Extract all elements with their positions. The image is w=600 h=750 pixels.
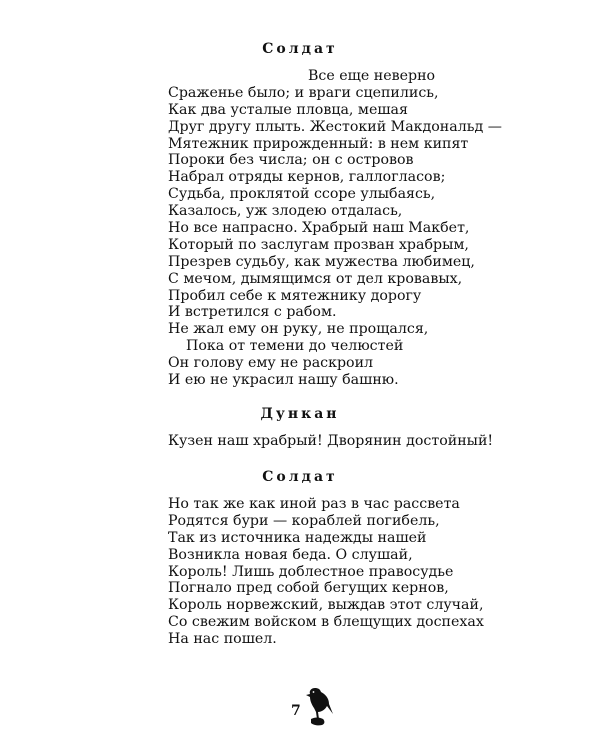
verse-line: Не жал ему он руку, не прощался, (168, 321, 429, 338)
speaker-name: Дункан (260, 406, 340, 422)
speech-block (168, 433, 588, 450)
verse-line: Казалось, уж злодею отдалась, (168, 203, 403, 220)
verse-line: Судьба, проклятой ссоре улыбаясь, (168, 186, 436, 203)
speech-block (168, 68, 588, 389)
verse-line: Король норвежский, выждав этот случай, (168, 597, 484, 614)
verse-line: Он голову ему не раскроил (168, 355, 374, 372)
verse-line: Который по заслугам прозван храбрым, (168, 236, 469, 253)
verse-line: Презрев судьбу, как мужества любимец, (168, 253, 475, 270)
verse-line: Но так же как иной раз в час рассвета (168, 496, 460, 512)
verse-line: Мятежник прирожденный: в нем кипят (168, 135, 469, 152)
verse-line: Пока от темени до челюстей (186, 338, 404, 355)
verse-line: И встретился с рабом. (168, 304, 337, 321)
verse-line: Со свежим войском в блещущих доспехах (168, 614, 484, 631)
verse-line: Возникла новая беда. О слушай, (168, 546, 413, 563)
verse-line: Погнало пред собой бегущих кернов, (168, 580, 449, 597)
page-number: 7 (291, 703, 301, 719)
verse-line: Так из источника надежды нашей (168, 529, 427, 546)
verse-line: Но все напрасно. Храбрый наш Макбет, (168, 220, 470, 237)
verse-line: Пороки без числа; он с островов (168, 152, 414, 169)
verse-line: Родятся бури — кораблей погибель, (168, 512, 440, 529)
verse-line: Пробил себе к мятежнику дорогу (168, 287, 422, 304)
verse-line: Набрал отряды кернов, галлогласов; (168, 169, 446, 186)
verse-line: Как два усталые пловца, мешая (168, 101, 408, 118)
verse-line: Все еще неверно (308, 68, 436, 84)
speaker-name: Солдат (262, 41, 338, 57)
verse-line: Сраженье было; и враги сцепились, (168, 84, 439, 101)
raven-icon (305, 686, 335, 726)
verse-line: Король! Лишь доблестное правосудье (168, 563, 454, 580)
verse-line: Кузен наш храбрый! Дворянин достойный! (168, 433, 494, 449)
speaker-name: Солдат (262, 469, 338, 485)
verse-line: На нас пошел. (168, 631, 277, 648)
verse-line: Друг другу плыть. Жестокий Макдональд — (168, 118, 502, 135)
verse-line: И ею не украсил нашу башню. (168, 372, 399, 389)
speech-block (168, 496, 588, 648)
verse-line: С мечом, дымящимся от дел кровавых, (168, 270, 463, 287)
